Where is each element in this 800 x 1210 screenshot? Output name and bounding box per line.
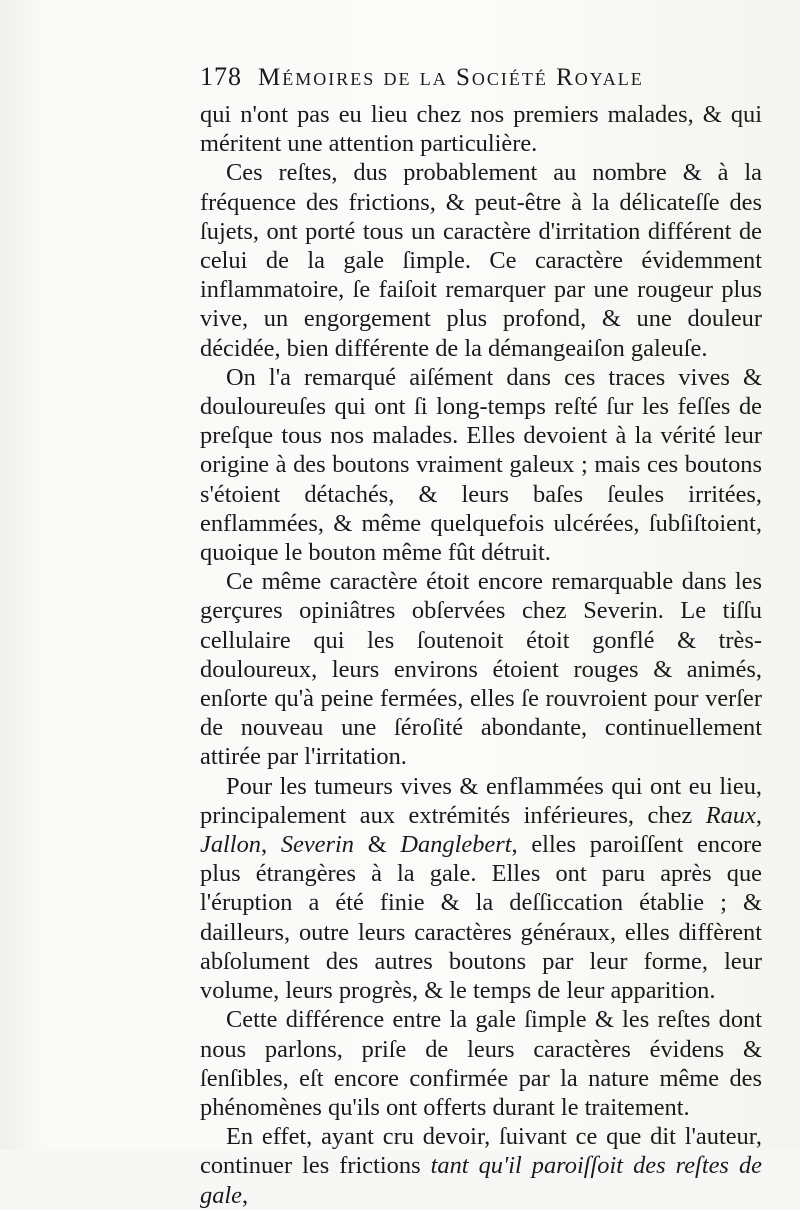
italic-text: Raux bbox=[705, 801, 756, 829]
text-run: En effet, ayant cru devoir, ſuivant ce que dit l'auteur, continuer les frictions bbox=[200, 1123, 762, 1180]
text-run: qui n'ont pas eu lieu chez nos premiers malades, & qui méritent une attention particulière. bbox=[200, 101, 762, 158]
text-run: Cette différence entre la gale ſimple & les reſtes dont nous parlons, priſe de leurs caractères évidens & ſenſibles, eſt encore confirmée par la nature même des phénomènes qu'ils ont offerts durant le traitement. bbox=[200, 1006, 762, 1121]
running-header bbox=[200, 62, 760, 92]
text-run: Ce même caractère étoit encore remarquable dans les gerçures opiniâtres obſervées chez Severin. Le tiſſu cellulaire qui les ſoutenoit étoit gonflé & très-douloureux, leurs environs étoient rouges & animés, enſorte qu'à peine fermées, elles ſe rouvroient pour verſer de nouveau une ſéroſité abondante, continuellement attirée par l'irritation. bbox=[200, 568, 762, 771]
text-run: , elles paroiſſent encore plus étrangères à la gale. Elles ont paru après que l'éruption a été finie & la deſſiccation établie ; & dailleurs, outre leurs caractères généraux, elles diffèrent abſolument des autres boutons par leur forme, leur volume, leurs progrès, & le temps de leur apparition. bbox=[200, 831, 762, 1005]
paragraph bbox=[200, 100, 762, 158]
text-run: On l'a remarqué aiſément dans ces traces vives & douloureuſes qui ont ſi long-temps reſté ſur les feſſes de preſque tous nos malades. Elles devoient à la vérité leur origine à des boutons vraiment galeux ; mais ces boutons s'étoient détachés, & leurs baſes ſeules irritées, enflammées, & même quelquefois ulcérées, ſubſiſtoient, quoique le bouton même fût détruit. bbox=[200, 363, 762, 567]
text-run: & bbox=[353, 831, 401, 859]
paragraph bbox=[200, 1005, 762, 1122]
paragraph bbox=[200, 363, 762, 567]
italic-text: tant qu'il paroiſſoit des reſtes de gale bbox=[200, 1152, 762, 1209]
italic-text: Danglebert bbox=[400, 831, 512, 859]
paragraph bbox=[200, 158, 762, 362]
text-run: Ces reſtes, dus probablement au nombre & à la fréquence des frictions, & peut-être à la délicateſſe des ſujets, ont porté tous un caractère d'irritation différent de celui de la gale ſimple. Ce caractère évidemment inflammatoire, ſe faiſoit remarquer par une rougeur plus vive, un engorgement plus profond, & une douleur décidée, bien différente de la démangeaiſon galeuſe. bbox=[200, 159, 762, 362]
text-run: , bbox=[755, 801, 762, 829]
text-run: , bbox=[242, 1181, 249, 1209]
italic-text: Jallon bbox=[200, 831, 261, 859]
paragraph bbox=[200, 567, 762, 771]
running-title: Mémoires de la Société Royale bbox=[258, 64, 644, 91]
text-run: Pour les tumeurs vives & enflammées qui ont eu lieu, principalement aux extrémités inférieures, chez bbox=[200, 772, 762, 829]
paragraph bbox=[200, 772, 762, 1006]
body-text bbox=[200, 100, 762, 1210]
italic-text: Severin bbox=[280, 831, 354, 859]
paragraph bbox=[200, 1122, 762, 1210]
page-number: 178 bbox=[200, 62, 242, 91]
text-run: , bbox=[260, 831, 281, 859]
